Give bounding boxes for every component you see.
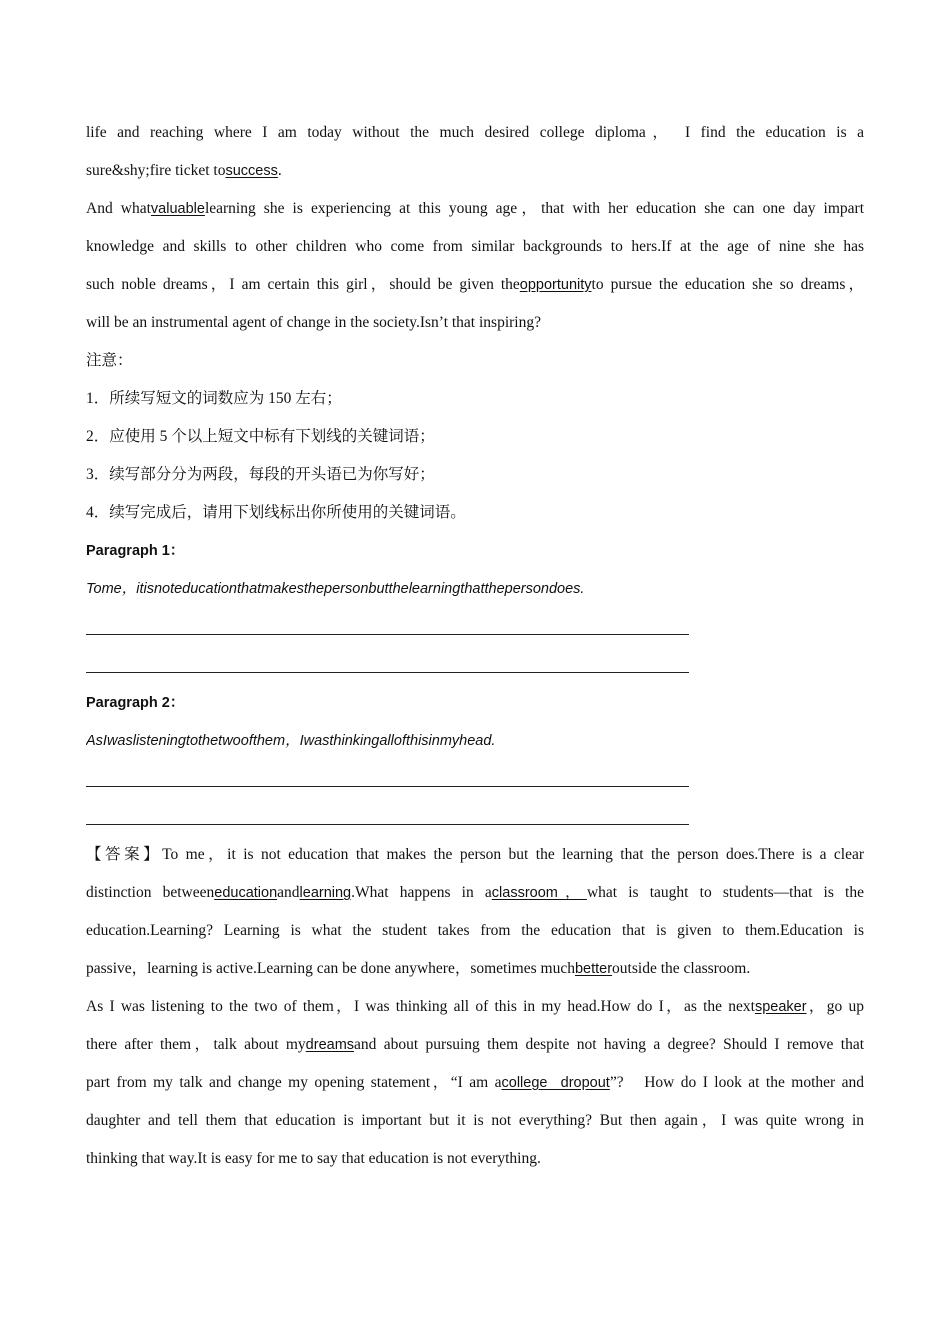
note-item: 2．应使用 5 个以上短文中标有下划线的关键词语； <box>86 428 435 445</box>
answer-line <box>86 874 864 912</box>
note-item: 4．续写完成后，请用下划线标出你所使用的关键词语。 <box>86 504 466 521</box>
keyword-college-dropout: college dropout <box>501 1075 610 1091</box>
answer-text: and <box>277 884 300 901</box>
writing-line[interactable] <box>86 646 689 684</box>
passage-text: learning she is experiencing at this young age，that with her education she can one day impart <box>204 200 864 217</box>
passage-text: And what <box>86 200 151 217</box>
answer-line <box>86 1140 864 1178</box>
keyword-success: success <box>225 163 278 179</box>
keyword-education: education <box>214 885 278 901</box>
keyword-learning: learning <box>299 885 352 901</box>
answer-text: distinction between <box>86 884 215 901</box>
answer-line <box>86 1064 864 1102</box>
note-item: 3．续写部分分为两段，每段的开头语已为你写好； <box>86 466 435 483</box>
passage-line <box>86 266 864 304</box>
passage-text: knowledge and skills to other children who come from similar backgrounds to hers.If at the age of nine she has <box>86 238 864 255</box>
notes-heading: 注意： <box>86 352 133 369</box>
answer-text: ”? How do I look at the mother and <box>609 1074 864 1091</box>
answer-text: As I was listening to the two of them，I was thinking all of this in my head.How do I，as the next <box>86 998 755 1015</box>
answer-line <box>86 1026 864 1064</box>
paragraph-1-label: Paragraph 1： <box>86 543 185 559</box>
document-page <box>86 114 864 1178</box>
answer-line <box>86 912 864 950</box>
answer-text: .What happens in a <box>351 884 492 901</box>
passage-text: life and reaching where I am today without the much desired college diploma， I find the education is a <box>86 124 864 141</box>
passage-text: will be an instrumental agent of change in the society.Isn’t that inspiring? <box>86 314 541 331</box>
passage-line <box>86 190 864 228</box>
passage-text: sure&shy;fire ticket to <box>86 162 226 179</box>
answer-line <box>86 950 864 988</box>
passage-line <box>86 304 864 342</box>
keyword-valuable: valuable <box>150 201 205 217</box>
passage-line <box>86 152 864 190</box>
paragraph-2-label: Paragraph 2： <box>86 695 185 711</box>
keyword-speaker: speaker <box>754 999 807 1015</box>
keyword-classroom: classroom， <box>491 885 587 901</box>
writing-line[interactable] <box>86 760 689 798</box>
answer-text: passive，learning is active.Learning can be done anywhere，sometimes much <box>86 960 575 977</box>
answer-text: and about pursuing them despite not having a degree? Should I remove that <box>354 1036 864 1053</box>
answer-text: daughter and tell them that education is important but it is not everything? But then again，I was quite wrong in <box>86 1112 864 1129</box>
answer-line <box>86 836 864 874</box>
answer-text: thinking that way.It is easy for me to say that education is not everything. <box>86 1150 541 1167</box>
passage-text: . <box>277 162 282 179</box>
answer-text: 【答案】To me，it is not education that makes the person but the learning that the person does.There is a clear <box>86 846 864 863</box>
paragraph-2-opening: AsIwaslisteningtothetwoofthem，Iwasthinkingallofthisinmyhead. <box>86 733 496 749</box>
passage-text: such noble dreams，I am certain this girl，should be given the <box>86 276 520 293</box>
writing-line[interactable] <box>86 798 689 836</box>
answer-text: education.Learning? Learning is what the student takes from the education that is given to them.Education is <box>86 922 864 939</box>
answer-text: part from my talk and change my opening statement，“I am a <box>86 1074 502 1091</box>
passage-text: to pursue the education she so dreams， <box>591 276 864 293</box>
paragraph-1-opening: Tome，itisnoteducationthatmakesthepersonbutthelearningthatthepersondoes. <box>86 581 585 597</box>
keyword-dreams: dreams <box>305 1037 355 1053</box>
keyword-opportunity: opportunity <box>519 277 592 293</box>
answer-line <box>86 988 864 1026</box>
passage-line <box>86 228 864 266</box>
note-item: 1．所续写短文的词数应为 150 左右； <box>86 390 342 407</box>
writing-line[interactable] <box>86 608 689 646</box>
answer-text: outside the classroom. <box>612 960 751 977</box>
answer-text: there after them，talk about my <box>86 1036 306 1053</box>
keyword-better: better <box>574 961 613 977</box>
answer-text: ，go up <box>806 998 864 1015</box>
answer-text: what is taught to students—that is the <box>586 884 864 901</box>
passage-line <box>86 114 864 152</box>
answer-line <box>86 1102 864 1140</box>
